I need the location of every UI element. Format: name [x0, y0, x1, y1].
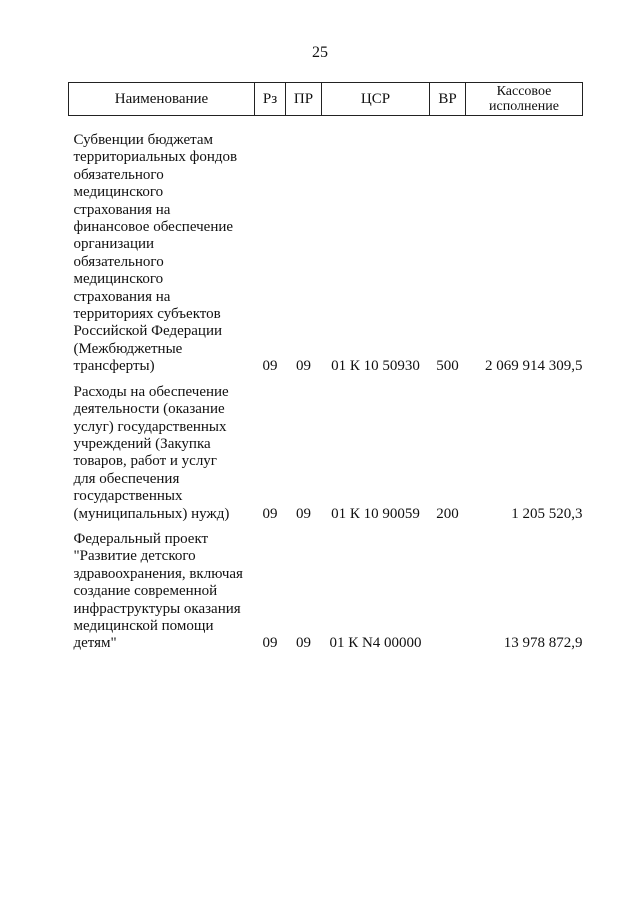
- cell-amount: 13 978 872,9: [503, 635, 583, 652]
- cell-name-line: детям": [73, 635, 117, 652]
- cell-name-line: для обеспечения: [73, 470, 180, 487]
- cell-name-line: государственных: [73, 488, 183, 505]
- cell-name-line: здравоохранения, включая: [73, 565, 243, 582]
- cell-name: [69, 523, 255, 653]
- cell-pr: 09: [296, 358, 311, 375]
- cell-name: [69, 116, 255, 376]
- cell-name-line: (муниципальных) нужд): [73, 505, 230, 522]
- cell-name-line: услуг) государственных: [73, 418, 227, 435]
- header-cash-execution: [466, 83, 583, 116]
- header-vr: ВР: [430, 83, 466, 116]
- header-csr: ЦСР: [322, 83, 430, 116]
- header-cash-execution-line1: Кассовое: [496, 84, 552, 99]
- budget-table: [68, 82, 583, 653]
- cell-name-line: территориальных фондов: [73, 149, 238, 166]
- header-rz: Рз: [255, 83, 286, 116]
- cell-amount: 1 205 520,3: [511, 505, 583, 522]
- cell-name-line: Федеральный проект: [73, 530, 209, 547]
- header-pr: ПР: [286, 83, 322, 116]
- cell-name-line: Расходы на обеспечение: [73, 383, 229, 400]
- cell-name-line: товаров, работ и услуг: [73, 453, 217, 470]
- cell-name-line: инфраструктуры оказания: [73, 600, 241, 617]
- cell-amount: 2 069 914 309,5: [485, 358, 583, 375]
- table-body: [69, 116, 583, 653]
- cell-name-line: обязательного: [73, 166, 164, 183]
- cell-rz: 09: [262, 635, 278, 652]
- cell-name-line: создание современной: [73, 583, 218, 600]
- cell-pr: 09: [296, 635, 311, 652]
- cell-csr: 01 К 10 90059: [331, 505, 420, 522]
- cell-name-line: обязательного: [73, 253, 164, 270]
- cell-name-line: медицинского: [73, 184, 164, 201]
- table-header-row: [69, 83, 583, 116]
- cell-name-line: финансовое обеспечение: [73, 219, 234, 236]
- cell-csr: 01 К N4 00000: [329, 635, 422, 652]
- cell-name-line: (Межбюджетные: [73, 340, 183, 357]
- cell-vr: [430, 523, 466, 653]
- table-row: [69, 523, 583, 653]
- cell-name-line: учреждений (Закупка: [73, 435, 211, 452]
- cell-name-line: "Развитие детского: [73, 548, 196, 565]
- cell-name-line: медицинского: [73, 271, 164, 288]
- header-cash-execution-line2: исполнение: [489, 99, 559, 114]
- cell-name-line: страхования на: [73, 288, 171, 305]
- cell-name-line: медицинской помощи: [73, 617, 214, 634]
- cell-name-line: трансферты): [73, 358, 155, 375]
- cell-csr: 01 К 10 50930: [331, 358, 420, 375]
- cell-name: [69, 376, 255, 523]
- cell-rz: 09: [262, 505, 278, 522]
- header-name: Наименование: [69, 83, 255, 116]
- table-row: [69, 116, 583, 376]
- cell-name-line: Российской Федерации: [73, 323, 223, 340]
- cell-name-line: страхования на: [73, 201, 171, 218]
- cell-name-line: организации: [73, 236, 155, 253]
- cell-vr: 500: [436, 358, 459, 375]
- cell-name-line: территориях субъектов: [73, 306, 221, 323]
- table-row: [69, 376, 583, 523]
- cell-name-line: Субвенции бюджетам: [73, 132, 213, 148]
- page-number: 25: [312, 44, 328, 61]
- cell-pr: 09: [296, 505, 311, 522]
- cell-vr: 200: [436, 505, 459, 522]
- cell-name-line: деятельности (оказание: [73, 401, 225, 418]
- cell-rz: 09: [262, 358, 278, 375]
